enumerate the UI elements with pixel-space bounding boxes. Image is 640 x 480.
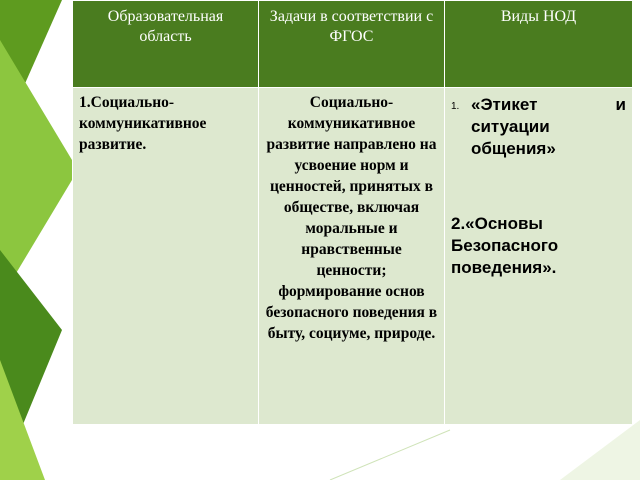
header-tasks-fgos: Задачи в соответствии с ФГОС <box>259 1 445 88</box>
deco-triangle-bottom-right <box>560 420 640 480</box>
cell-area: 1.Социально-коммуникативное развитие. <box>73 88 259 425</box>
content-table-container <box>72 0 632 425</box>
header-educational-area: Образовательная область <box>73 1 259 88</box>
nod-item-1-rest: ситуации общения» <box>471 117 556 158</box>
nod-item-1-word2: и <box>615 95 626 114</box>
table-row <box>73 88 633 425</box>
cell-nod-types <box>445 88 633 425</box>
cell-tasks: Социально-коммуникативное развитие направлено на усвоение норм и ценностей, принятых в обществе, включая моральные и нравственные ценности; формирование основ безопасного поведения в быту, социуме, природе. <box>259 88 445 425</box>
nod-item-1-word1: «Этикет <box>471 95 538 114</box>
nod-item-1-first-line <box>471 94 626 116</box>
nod-list-item-2: 2.«Основы Безопасного поведения». <box>451 214 559 277</box>
content-table <box>72 0 633 425</box>
list-marker: 1. <box>451 101 460 112</box>
deco-line-bottom <box>330 430 450 480</box>
nod-list-item-1 <box>451 94 626 160</box>
header-nod-types: Виды НОД <box>445 1 633 88</box>
table-header-row <box>73 1 633 88</box>
deco-triangle-light-left <box>0 40 78 300</box>
